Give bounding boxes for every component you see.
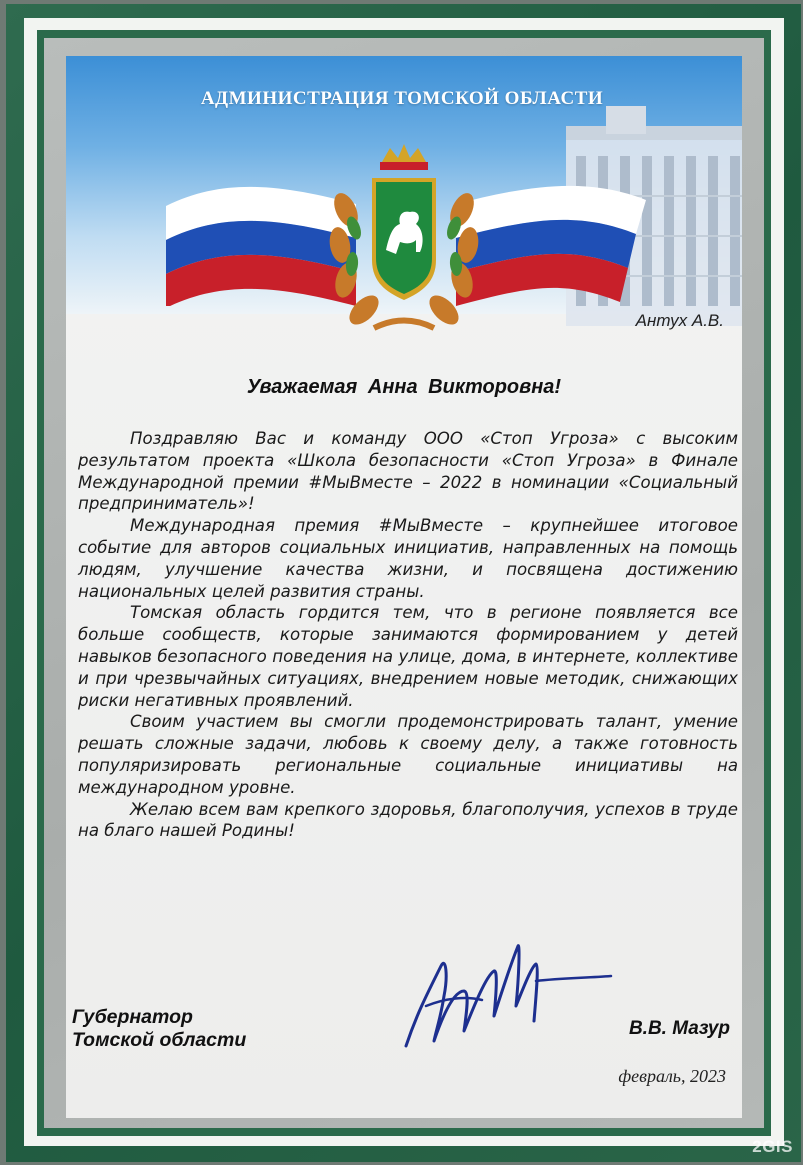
addressee-name: Антух А.В.	[635, 311, 724, 330]
signer-name: В.В. Мазур	[628, 1018, 730, 1039]
paragraph: Своим участием вы смогли продемонстрировать талант, умение решать сложные задачи, любовь к своему делу, а также готовность популяризировать региональные социальные инициативы на международном уровне.	[78, 712, 738, 797]
handwritten-signature	[386, 936, 616, 1056]
letter-body	[78, 428, 738, 842]
letter-date: февраль, 2023	[618, 1066, 726, 1086]
paragraph: Томская область гордится тем, что в регионе появляется все больше сообществ, которые занимаются формированием у детей навыков безопасного поведения на улице, дома, в интернете, коллективе и при чрезвычайных ситуациях, внедрением новые методик, снижающих риски негативных проявлений.	[78, 603, 738, 710]
greeting: Уважаемая Анна Викторовна!	[246, 376, 562, 398]
position-line: Губернатор	[72, 1006, 193, 1028]
watermark-2gis: 2GIS	[752, 1137, 793, 1156]
paragraph: Поздравляю Вас и команду ООО «Стоп Угроза» с высоким результатом проекта «Школа безопасности «Стоп Угроза» в Финале Международной премии #МыВместе – 2022 в номинации «Социальный предприниматель»!	[78, 429, 738, 514]
header-title: АДМИНИСТРАЦИЯ ТОМСКОЙ ОБЛАСТИ	[200, 88, 604, 109]
letter-paper	[66, 56, 742, 1118]
signer-position	[72, 1006, 246, 1052]
paragraph: Международная премия #МыВместе – крупнейшее итоговое событие для авторов социальных инициатив, направленных на помощь людям, улучшение качества жизни, и посвящена достижению национальных целей развития страны.	[78, 516, 738, 601]
paragraph: Желаю всем вам крепкого здоровья, благополучия, успехов в труде на благо нашей Родины!	[78, 799, 738, 841]
tomsk-coat-of-arms	[324, 140, 484, 340]
header-banner	[66, 56, 742, 314]
position-line: Томской области	[72, 1029, 247, 1051]
